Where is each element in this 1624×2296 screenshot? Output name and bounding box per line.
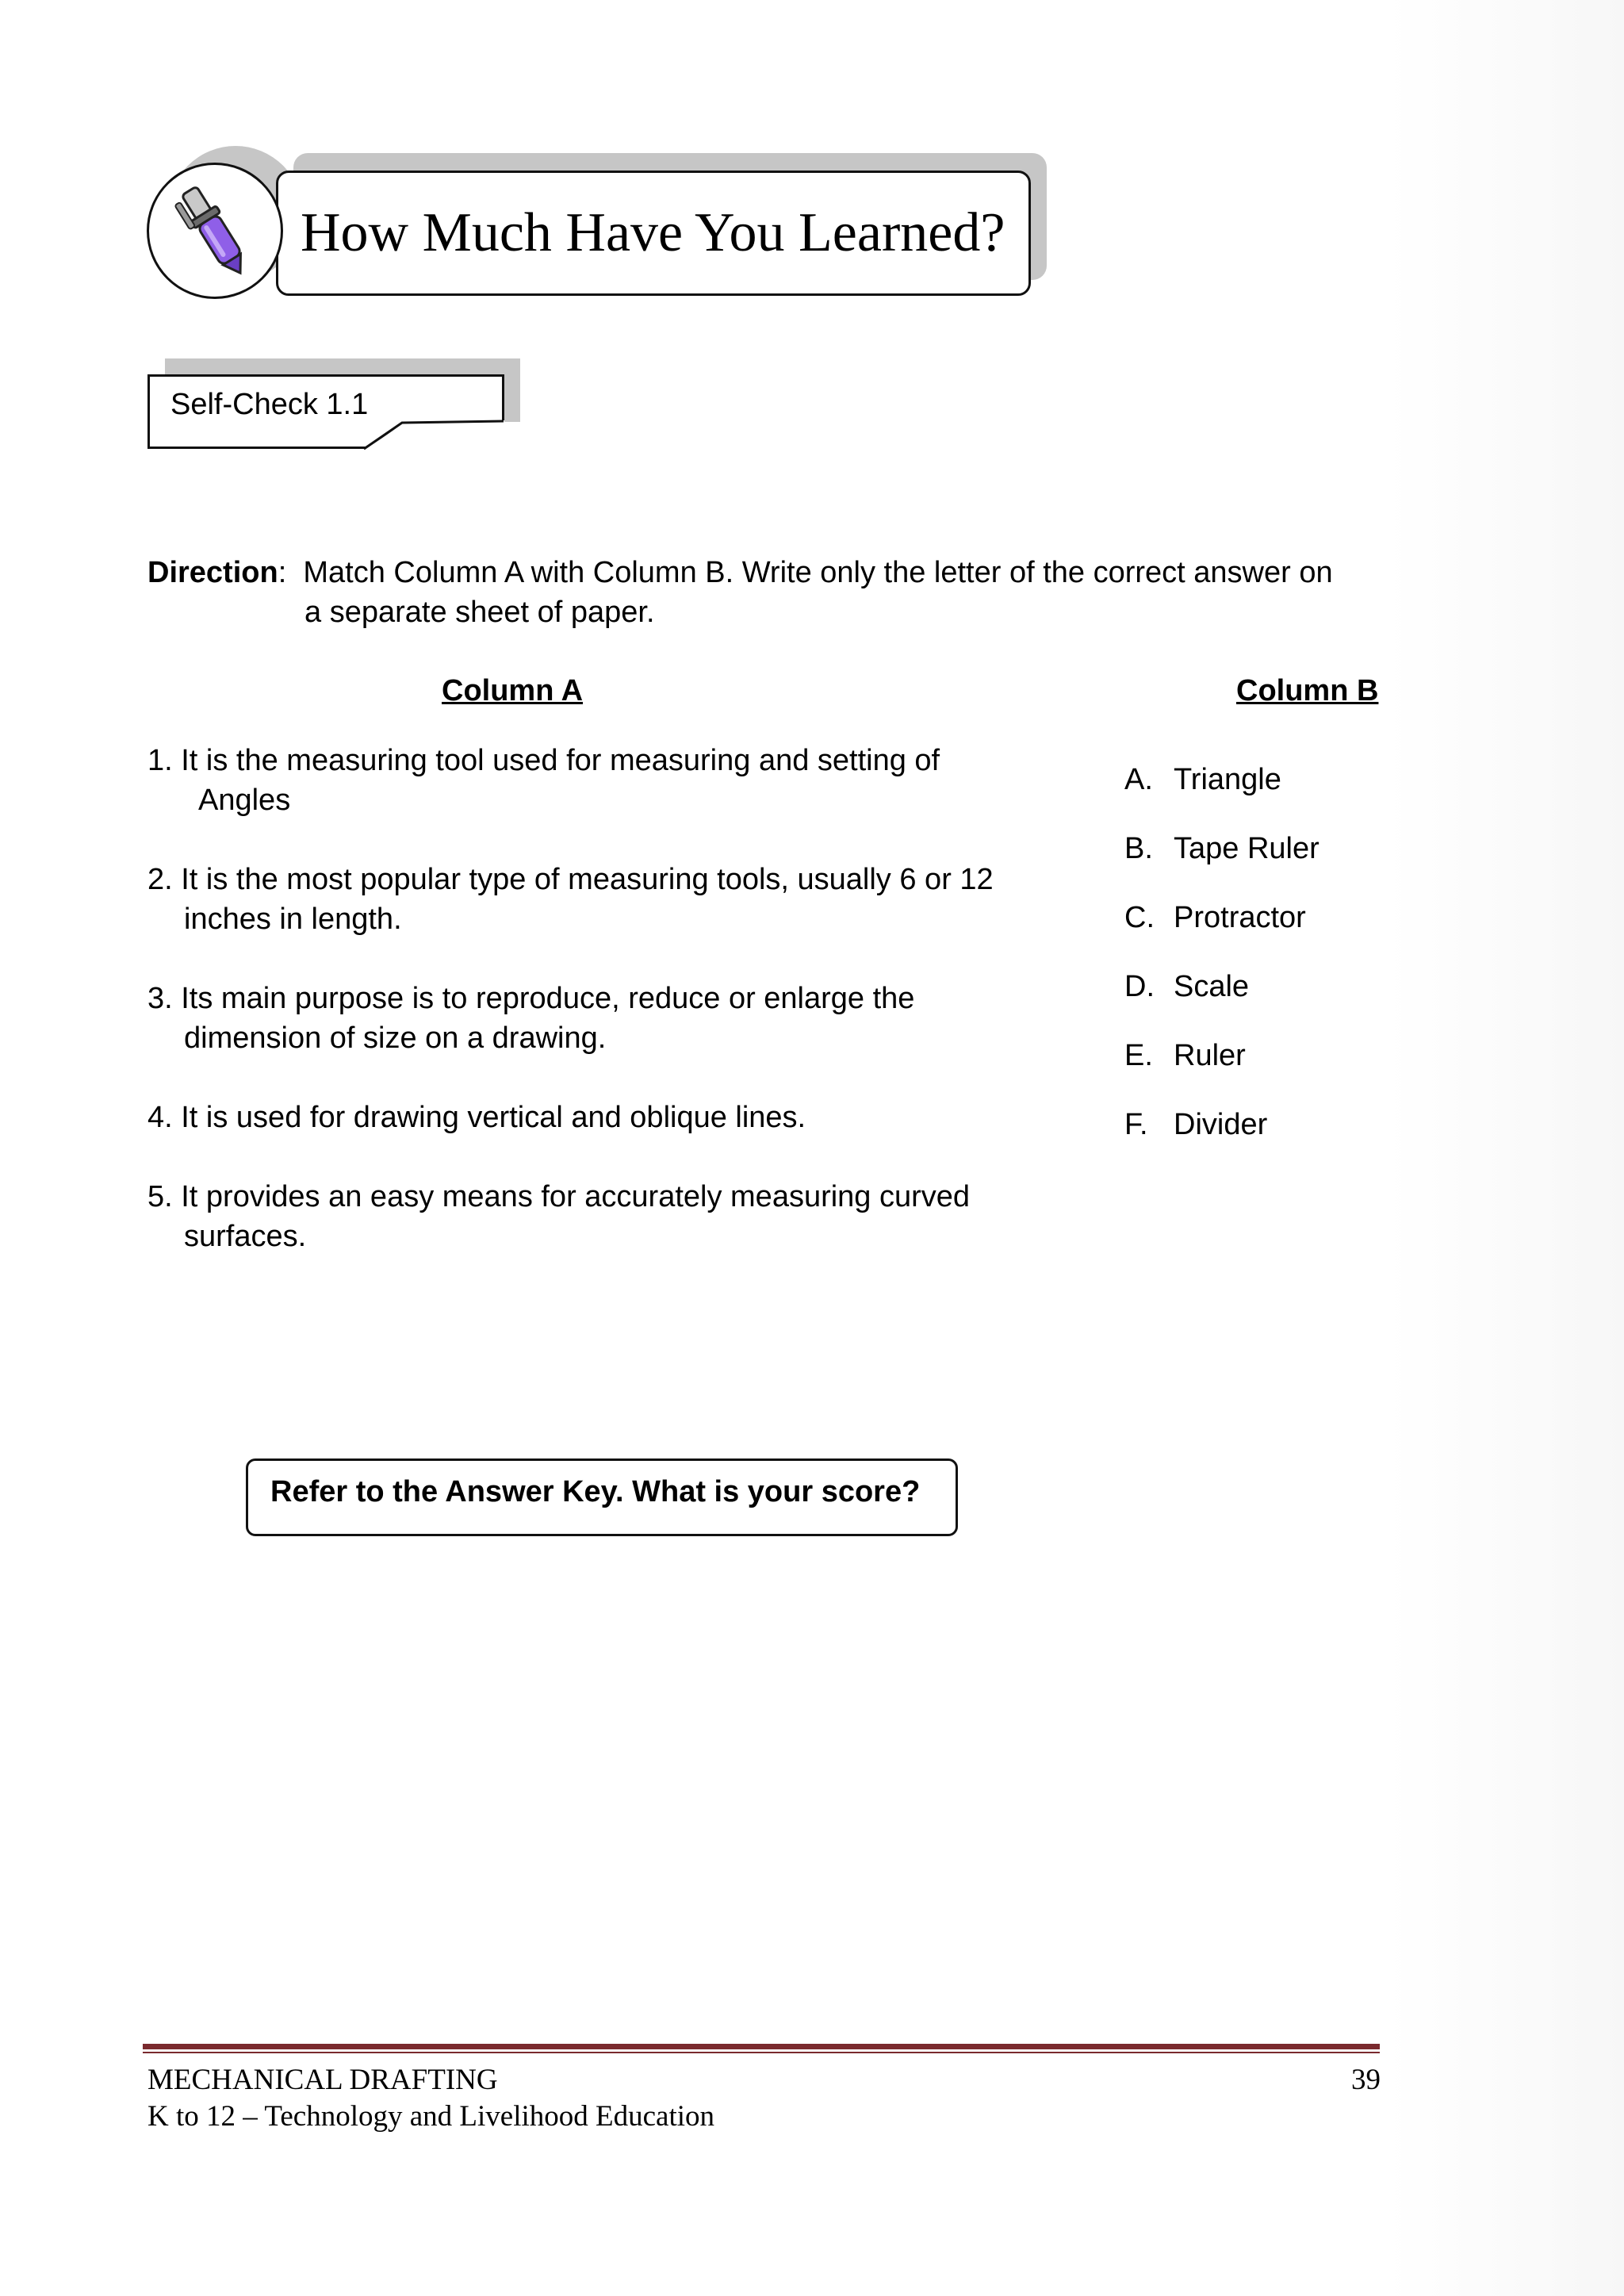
question-4-line-1: 4. It is used for drawing vertical and oblique lines. bbox=[147, 1101, 806, 1134]
self-check-tag bbox=[147, 374, 504, 449]
choice-letter: F. bbox=[1124, 1108, 1148, 1141]
choice-letter: C. bbox=[1124, 901, 1155, 934]
title-banner bbox=[276, 171, 1031, 296]
self-check-label: Self-Check 1.1 bbox=[170, 388, 369, 421]
direction-block bbox=[147, 553, 1377, 632]
choice-text: Tape Ruler bbox=[1174, 832, 1320, 865]
column-a-heading: Column A bbox=[442, 674, 584, 707]
choice-item bbox=[1124, 967, 1320, 1036]
question-5-line-1: 5. It provides an easy means for accurately measuring curved bbox=[147, 1180, 971, 1213]
column-a-list bbox=[147, 741, 1059, 1296]
question-1-line-2: Angles bbox=[198, 784, 291, 817]
page-title: How Much Have You Learned? bbox=[301, 202, 1005, 263]
page-edge-shade bbox=[1388, 0, 1624, 2296]
direction-colon: : bbox=[278, 556, 304, 589]
choice-text: Divider bbox=[1174, 1108, 1268, 1141]
question-1-line-1: 1. It is the measuring tool used for measuring and setting of bbox=[147, 744, 940, 777]
banner-icon-badge bbox=[147, 163, 283, 299]
question-item bbox=[147, 741, 1059, 820]
footer-rule bbox=[143, 2044, 1380, 2055]
question-item bbox=[147, 860, 1059, 939]
footer-subject: MECHANICAL DRAFTING bbox=[147, 2064, 498, 2096]
question-item bbox=[147, 979, 1059, 1058]
choice-item bbox=[1124, 898, 1320, 967]
choice-text: Ruler bbox=[1174, 1039, 1246, 1072]
direction-line-2: a separate sheet of paper. bbox=[304, 596, 655, 629]
choice-item bbox=[1124, 1105, 1320, 1174]
question-item bbox=[147, 1098, 1059, 1137]
direction-line-1: Match Column A with Column B. Write only the letter of the correct answer on bbox=[303, 556, 1333, 589]
choice-item bbox=[1124, 1036, 1320, 1105]
choice-letter: D. bbox=[1124, 970, 1155, 1003]
column-b-heading: Column B bbox=[1236, 674, 1379, 707]
question-5-line-2: surfaces. bbox=[184, 1220, 307, 1253]
column-b-list bbox=[1124, 760, 1320, 1174]
direction-label: Direction bbox=[147, 556, 278, 589]
page-number: 39 bbox=[1351, 2064, 1381, 2096]
page-curl-icon bbox=[150, 377, 507, 451]
choice-text: Protractor bbox=[1174, 901, 1306, 934]
choice-text: Triangle bbox=[1174, 763, 1281, 796]
question-3-line-2: dimension of size on a drawing. bbox=[184, 1022, 607, 1055]
question-2-line-1: 2. It is the most popular type of measuring tools, usually 6 or 12 bbox=[147, 863, 994, 896]
choice-letter: B. bbox=[1124, 832, 1153, 865]
question-3-line-1: 3. Its main purpose is to reproduce, reduce or enlarge the bbox=[147, 982, 915, 1015]
choice-letter: E. bbox=[1124, 1039, 1153, 1072]
footer-program: K to 12 – Technology and Livelihood Education bbox=[147, 2100, 715, 2133]
choice-letter: A. bbox=[1124, 763, 1153, 796]
choice-text: Scale bbox=[1174, 970, 1250, 1003]
question-item bbox=[147, 1177, 1059, 1256]
answer-key-prompt: Refer to the Answer Key. What is your score? bbox=[246, 1458, 958, 1536]
choice-item bbox=[1124, 829, 1320, 898]
page-footer bbox=[147, 2062, 1381, 2135]
pen-icon bbox=[159, 175, 270, 286]
choice-item bbox=[1124, 760, 1320, 829]
question-2-line-2: inches in length. bbox=[184, 903, 402, 936]
